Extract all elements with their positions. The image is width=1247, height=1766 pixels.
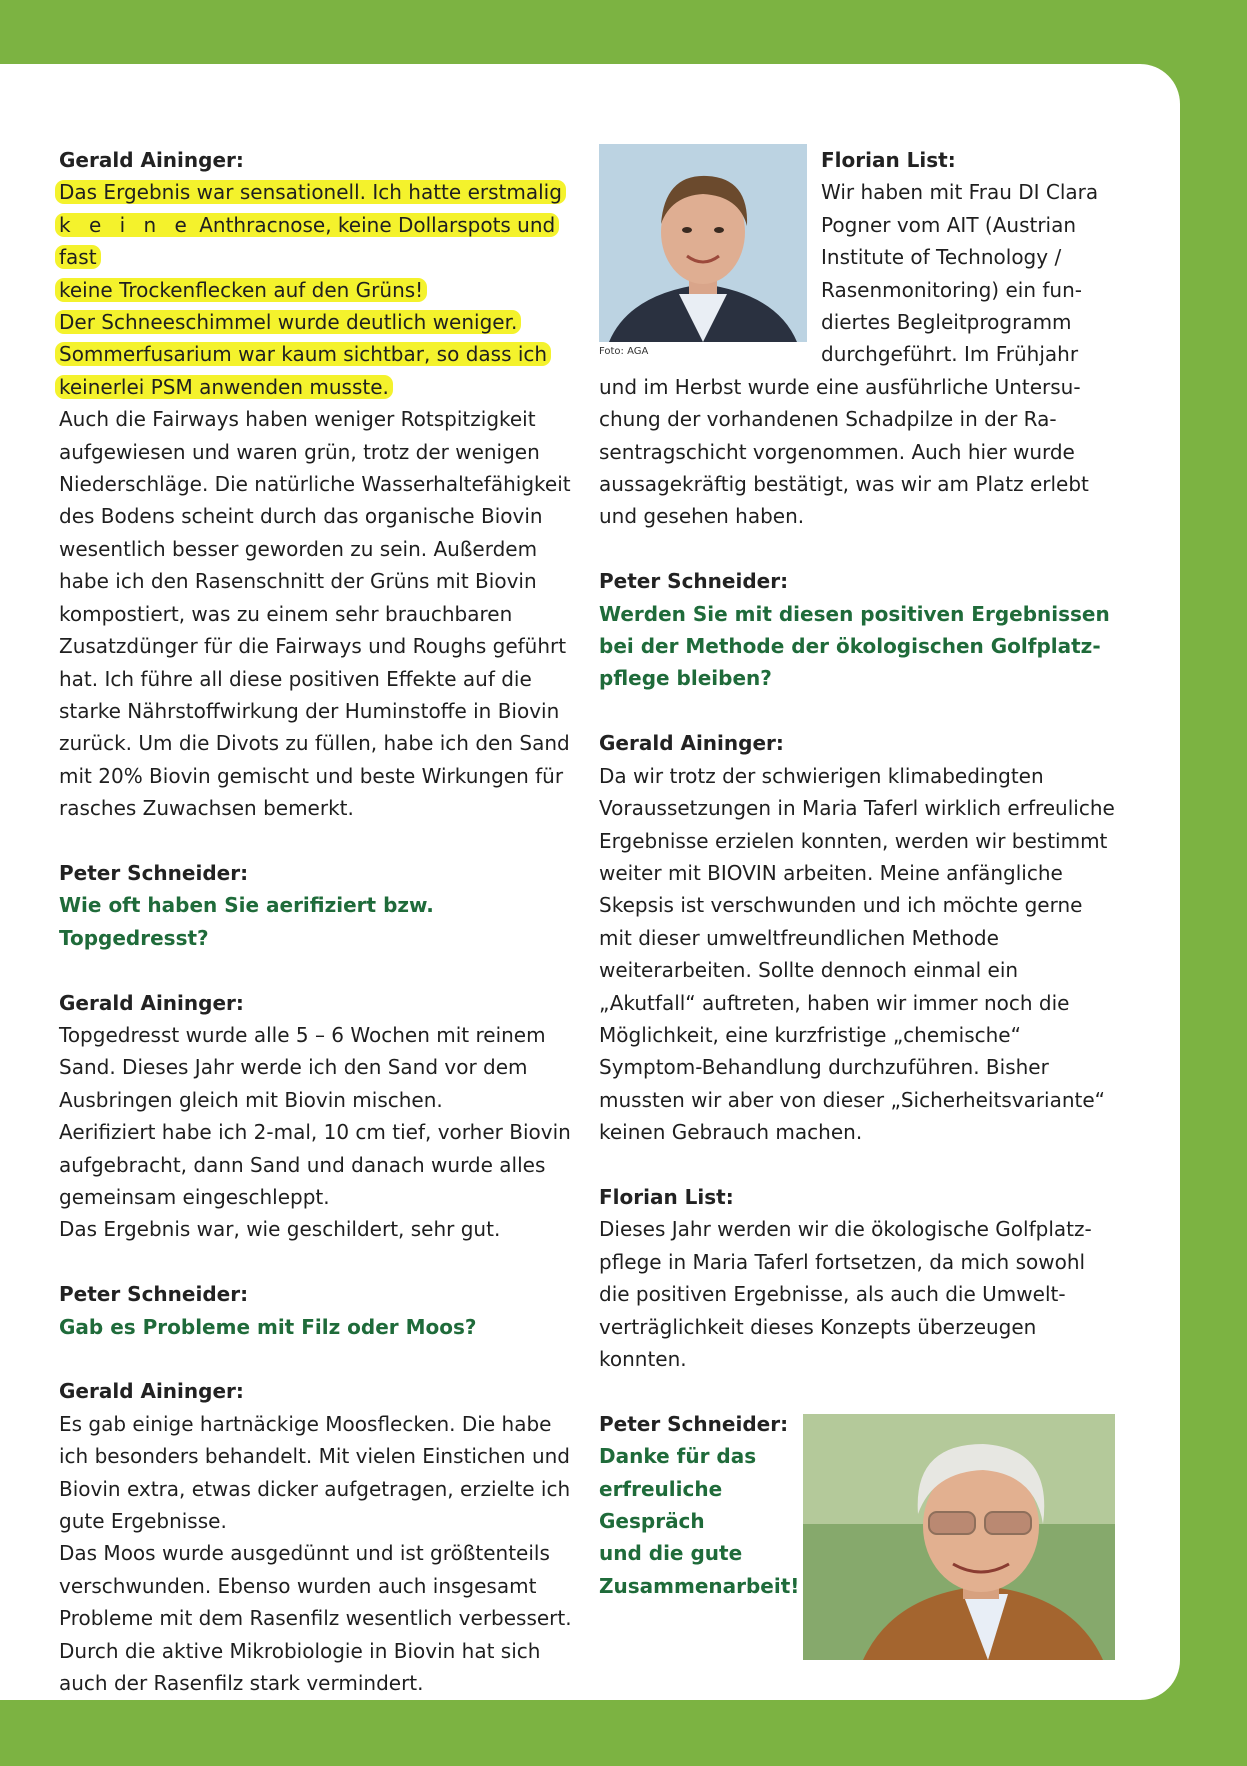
answer-paragraph: Topgedresst wurde alle 5 – 6 Wochen mit reinem Sand. Dieses Jahr werde ich den Sand vor dem Ausbringen gleich mit Biovin mischen. (59, 1022, 546, 1112)
speaker-label: Gerald Aininger: (59, 990, 244, 1015)
answer-paragraph: Das Moos wurde ausgedünnt und ist größtenteils verschwunden. Ebenso wurden auch insgesamt Probleme mit dem Rasenfilz wesentlich verbessert. Durch die aktive Mikrobiologie in Biovin hat sich auch der Rasenfilz stark vermindert. (59, 1541, 572, 1696)
highlight-line: keinerlei PSM anwenden musste. (55, 375, 393, 399)
portrait-photo-florian-list (599, 144, 809, 362)
highlight-text: Anthracnose, keine Dollarspots und fast (59, 212, 556, 270)
speaker-label: Peter Schneider: (59, 1282, 249, 1307)
speaker-label: Peter Schneider: (599, 569, 789, 594)
speaker-label: Florian List: (821, 148, 956, 172)
answer-paragraph: Da wir trotz der schwierigen klimabedingten Voraussetzungen in Maria Taferl wirklich erfreuliche Ergebnisse erzielen konnten, werden wir bestimmt weiter mit BIOVIN arbeiten. Meine anfängliche Skepsis ist verschwunden und ich möchte gerne mit dieser umweltfreundlichen Methode weiterarbeiten. Sollte dennoch einmal ein „Akutfall“ auftreten, haben wir immer noch die Möglichkeit, eine kurzfristige „chemische“ Symptom-Behandlung durchzuführen. Bisher mussten wir aber von dieser „Sicherheitsvariante“ keinen Gebrauch machen. (599, 763, 1115, 1145)
speaker-label: Florian List: (599, 1184, 734, 1209)
highlight-line (55, 213, 559, 269)
speaker-label: Gerald Aininger: (59, 148, 244, 172)
thanks-line: Zusammenarbeit! (599, 1573, 800, 1598)
answer-paragraph: Aerifiziert habe ich 2-mal, 10 cm tief, vorher Biovin aufgebracht, dann Sand und danach wurde alles gemeinsam eingeschleppt. (59, 1120, 571, 1209)
question: Werden Sie mit diesen positiven Ergebnissen bei der Methode der ökologischen Golfplatzpflege bleiben? (599, 601, 1110, 691)
highlight-line: keine Trockenflecken auf den Grüns! (55, 278, 427, 302)
question: Gab es Probleme mit Filz oder Moos? (59, 1314, 477, 1339)
answer-paragraph: Das Ergebnis war, wie geschildert, sehr gut. (59, 1217, 501, 1242)
highlighted-answer (59, 176, 579, 403)
answer-paragraph: Auch die Fairways haben weniger Rotspitzigkeit aufgewiesen und waren grün, trotz der wenigen Niederschläge. Die natürliche Wasserhaltefähigkeit des Bodens scheint durch das organische Biovin wesentlich besser geworden zu sein. Außerdem habe ich den Rasenschnitt der Grüns mit Biovin kompostiert, was zu einem sehr brauchbaren Zusatzdünger für die Fairways und Roughs geführt hat. Ich führe all diese positiven Effekte auf die starke Nährstoffwirkung der Huminstoffe in Biovin zurück. Um die Divots zu füllen, habe ich den Sand mit 20% Biovin gemischt und beste Wirkungen für rasches Zuwachsen bemerkt. (59, 407, 571, 821)
thanks-line: und die gute (599, 1541, 743, 1566)
left-column (59, 144, 579, 1699)
highlight-line: Der Schneeschimmel wurde deutlich weniger. (55, 310, 521, 334)
question: Wie oft haben Sie aerifiziert bzw. Topgedresst? (59, 893, 434, 950)
speaker-label: Peter Schneider: (599, 1411, 789, 1436)
speaker-label: Gerald Aininger: (599, 731, 784, 756)
answer-paragraph: Es gab einige hartnäckige Moosflecken. Die habe ich besonders behandelt. Mit vielen Einstichen und Biovin extra, etwas dicker aufgetragen, erzielte ich gute Ergebnisse. (59, 1411, 571, 1533)
highlight-line: Das Ergebnis war sensationell. Ich hatte erstmalig (55, 180, 566, 204)
answer-paragraph: Wir haben mit Frau DI Clara Pogner vom AIT (Austrian Institute of Technology / Rasenmonitoring) ein fundiertes Begleitprogramm durchgeführt. Im Frühjahr und im Herbst wurde eine ausführliche Untersuchung der vorhandenen Schadpilze in der Rasentragschicht vorgenommen. Auch hier wurde aussagekräftig bestätigt, was wir am Platz erlebt und gesehen haben. (599, 180, 1099, 529)
speaker-label: Gerald Aininger: (59, 1379, 244, 1404)
thanks-line: Danke für das (599, 1444, 757, 1469)
highlight-line: Sommerfusarium war kaum sichtbar, so dass ich (55, 342, 551, 366)
spaced-word: k e i n e (59, 212, 193, 237)
thanks-line: Gespräch (599, 1509, 705, 1533)
answer-paragraph: Dieses Jahr werden wir die ökologische Golfplatzpflege in Maria Taferl fortsetzen, da mich sowohl die positiven Ergebnisse, als auch die Umweltverträglichkeit dieses Konzepts überzeugen konnten. (599, 1217, 1092, 1371)
right-column (599, 144, 1119, 1602)
photo-credit: Foto: AGA (599, 346, 649, 357)
thanks-line: erfreuliche (599, 1476, 723, 1501)
portrait-photo-peter-schneider (803, 1414, 1115, 1660)
portrait-image (599, 144, 807, 342)
speaker-label: Peter Schneider: (59, 860, 249, 885)
